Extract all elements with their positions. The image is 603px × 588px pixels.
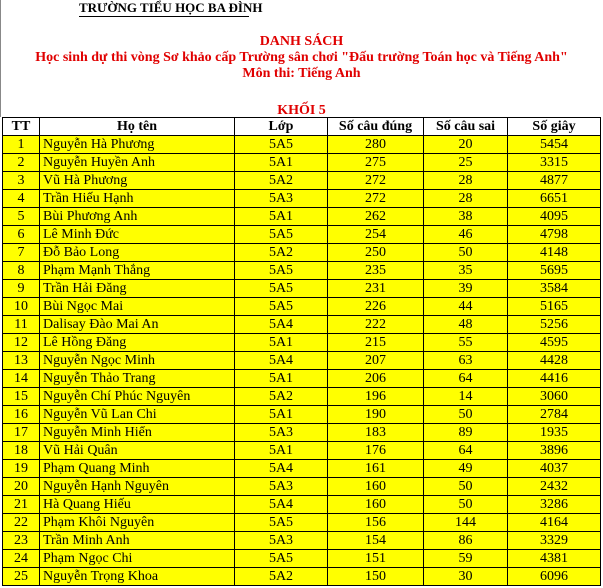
cell-class: 5A3 xyxy=(235,532,328,550)
cell-index: 19 xyxy=(3,460,40,478)
cell-name: Trần Hải Đăng xyxy=(40,280,235,298)
cell-seconds: 5454 xyxy=(508,136,601,154)
cell-correct: 235 xyxy=(328,262,424,280)
cell-class: 5A5 xyxy=(235,136,328,154)
cell-index: 18 xyxy=(3,442,40,460)
cell-seconds: 3329 xyxy=(508,532,601,550)
cell-correct: 176 xyxy=(328,442,424,460)
table-row xyxy=(3,514,601,532)
cell-wrong: 20 xyxy=(424,136,508,154)
cell-index: 14 xyxy=(3,370,40,388)
cell-class: 5A1 xyxy=(235,334,328,352)
cell-seconds: 6096 xyxy=(508,568,601,586)
cell-correct: 161 xyxy=(328,460,424,478)
cell-seconds: 3315 xyxy=(508,154,601,172)
cell-seconds: 4381 xyxy=(508,550,601,568)
table-row xyxy=(3,478,601,496)
cell-class: 5A2 xyxy=(235,568,328,586)
cell-correct: 222 xyxy=(328,316,424,334)
cell-index: 9 xyxy=(3,280,40,298)
cell-wrong: 28 xyxy=(424,172,508,190)
cell-index: 17 xyxy=(3,424,40,442)
col-header-name: Họ tên xyxy=(40,118,235,136)
cell-class: 5A3 xyxy=(235,478,328,496)
cell-name: Lê Hồng Đăng xyxy=(40,334,235,352)
cell-class: 5A5 xyxy=(235,550,328,568)
table-row xyxy=(3,298,601,316)
cell-index: 6 xyxy=(3,226,40,244)
cell-name: Bùi Phương Anh xyxy=(40,208,235,226)
cell-seconds: 2432 xyxy=(508,478,601,496)
cell-wrong: 86 xyxy=(424,532,508,550)
table-row xyxy=(3,244,601,262)
cell-correct: 154 xyxy=(328,532,424,550)
cell-class: 5A1 xyxy=(235,442,328,460)
cell-class: 5A3 xyxy=(235,424,328,442)
cell-seconds: 3584 xyxy=(508,280,601,298)
table-row xyxy=(3,550,601,568)
table-row xyxy=(3,424,601,442)
cell-index: 2 xyxy=(3,154,40,172)
cell-seconds: 4428 xyxy=(508,352,601,370)
cell-seconds: 4416 xyxy=(508,370,601,388)
cell-class: 5A3 xyxy=(235,190,328,208)
cell-index: 5 xyxy=(3,208,40,226)
cell-index: 10 xyxy=(3,298,40,316)
cell-wrong: 25 xyxy=(424,154,508,172)
table-row xyxy=(3,208,601,226)
cell-index: 12 xyxy=(3,334,40,352)
cell-class: 5A4 xyxy=(235,316,328,334)
results-table xyxy=(2,117,601,586)
table-row xyxy=(3,568,601,586)
cell-class: 5A4 xyxy=(235,460,328,478)
cell-seconds: 2784 xyxy=(508,406,601,424)
cell-class: 5A4 xyxy=(235,496,328,514)
cell-index: 24 xyxy=(3,550,40,568)
col-header-wrong: Số câu sai xyxy=(424,118,508,136)
cell-name: Nguyễn Ngọc Minh xyxy=(40,352,235,370)
cell-correct: 226 xyxy=(328,298,424,316)
cell-wrong: 50 xyxy=(424,406,508,424)
cell-seconds: 3896 xyxy=(508,442,601,460)
cell-seconds: 4037 xyxy=(508,460,601,478)
cell-correct: 262 xyxy=(328,208,424,226)
table-row xyxy=(3,532,601,550)
table-row xyxy=(3,280,601,298)
cell-name: Dalisay Đào Mai An xyxy=(40,316,235,334)
cell-seconds: 3286 xyxy=(508,496,601,514)
list-title: DANH SÁCH xyxy=(259,34,344,49)
cell-class: 5A5 xyxy=(235,514,328,532)
table-row xyxy=(3,406,601,424)
cell-name: Hà Quang Hiếu xyxy=(40,496,235,514)
cell-seconds: 1935 xyxy=(508,424,601,442)
cell-correct: 275 xyxy=(328,154,424,172)
col-header-index: TT xyxy=(3,118,40,136)
cell-correct: 150 xyxy=(328,568,424,586)
cell-correct: 215 xyxy=(328,334,424,352)
cell-wrong: 59 xyxy=(424,550,508,568)
table-row xyxy=(3,334,601,352)
cell-index: 4 xyxy=(3,190,40,208)
cell-seconds: 4877 xyxy=(508,172,601,190)
cell-index: 15 xyxy=(3,388,40,406)
table-row xyxy=(3,496,601,514)
cell-correct: 207 xyxy=(328,352,424,370)
cell-class: 5A5 xyxy=(235,298,328,316)
cell-index: 23 xyxy=(3,532,40,550)
cell-name: Lê Minh Đức xyxy=(40,226,235,244)
cell-class: 5A1 xyxy=(235,406,328,424)
cell-name: Nguyễn Huyền Anh xyxy=(40,154,235,172)
cell-wrong: 55 xyxy=(424,334,508,352)
school-name: TRƯỜNG TIỂU HỌC BA ĐÌNH xyxy=(79,0,263,15)
cell-name: Nguyễn Hà Phương xyxy=(40,136,235,154)
cell-wrong: 50 xyxy=(424,244,508,262)
cell-class: 5A2 xyxy=(235,172,328,190)
cell-seconds: 3060 xyxy=(508,388,601,406)
table-row xyxy=(3,352,601,370)
cell-wrong: 46 xyxy=(424,226,508,244)
cell-name: Nguyễn Thảo Trang xyxy=(40,370,235,388)
col-header-seconds: Số giây xyxy=(508,118,601,136)
cell-index: 1 xyxy=(3,136,40,154)
cell-wrong: 38 xyxy=(424,208,508,226)
cell-correct: 151 xyxy=(328,550,424,568)
cell-name: Nguyễn Minh Hiển xyxy=(40,424,235,442)
cell-wrong: 63 xyxy=(424,352,508,370)
cell-name: Nguyễn Trọng Khoa xyxy=(40,568,235,586)
table-row xyxy=(3,226,601,244)
cell-name: Nguyễn Chí Phúc Nguyên xyxy=(40,388,235,406)
cell-wrong: 50 xyxy=(424,496,508,514)
cell-wrong: 64 xyxy=(424,442,508,460)
cell-correct: 156 xyxy=(328,514,424,532)
cell-correct: 206 xyxy=(328,370,424,388)
table-row xyxy=(3,460,601,478)
cell-correct: 196 xyxy=(328,388,424,406)
cell-wrong: 48 xyxy=(424,316,508,334)
cell-index: 8 xyxy=(3,262,40,280)
cell-name: Phạm Ngọc Chi xyxy=(40,550,235,568)
cell-correct: 272 xyxy=(328,190,424,208)
cell-name: Vũ Hà Phương xyxy=(40,172,235,190)
cell-seconds: 4595 xyxy=(508,334,601,352)
cell-seconds: 4148 xyxy=(508,244,601,262)
cell-index: 16 xyxy=(3,406,40,424)
cell-seconds: 4095 xyxy=(508,208,601,226)
cell-wrong: 49 xyxy=(424,460,508,478)
table-row xyxy=(3,190,601,208)
cell-class: 5A5 xyxy=(235,262,328,280)
cell-wrong: 144 xyxy=(424,514,508,532)
cell-class: 5A2 xyxy=(235,388,328,406)
cell-name: Đỗ Bảo Long xyxy=(40,244,235,262)
cell-class: 5A1 xyxy=(235,208,328,226)
table-row xyxy=(3,442,601,460)
cell-seconds: 4164 xyxy=(508,514,601,532)
cell-index: 13 xyxy=(3,352,40,370)
cell-index: 20 xyxy=(3,478,40,496)
cell-index: 22 xyxy=(3,514,40,532)
grade-label: KHỐI 5 xyxy=(277,103,326,118)
table-row xyxy=(3,262,601,280)
cell-class: 5A1 xyxy=(235,370,328,388)
cell-name: Phạm Quang Minh xyxy=(40,460,235,478)
cell-class: 5A4 xyxy=(235,352,328,370)
cell-index: 3 xyxy=(3,172,40,190)
cell-wrong: 35 xyxy=(424,262,508,280)
table-row xyxy=(3,136,601,154)
cell-seconds: 6651 xyxy=(508,190,601,208)
cell-name: Trần Hiếu Hạnh xyxy=(40,190,235,208)
table-header-row xyxy=(3,118,601,136)
cell-correct: 272 xyxy=(328,172,424,190)
cell-name: Vũ Hải Quân xyxy=(40,442,235,460)
cell-index: 21 xyxy=(3,496,40,514)
cell-seconds: 5165 xyxy=(508,298,601,316)
cell-correct: 160 xyxy=(328,478,424,496)
cell-seconds: 4798 xyxy=(508,226,601,244)
cell-name: Nguyễn Vũ Lan Chi xyxy=(40,406,235,424)
cell-class: 5A1 xyxy=(235,154,328,172)
cell-name: Nguyễn Hạnh Nguyên xyxy=(40,478,235,496)
cell-correct: 231 xyxy=(328,280,424,298)
list-subtitle: Học sinh dự thi vòng Sơ khảo cấp Trường sân chơi "Đấu trường Toán học và Tiếng Anh" xyxy=(35,50,568,65)
cell-wrong: 39 xyxy=(424,280,508,298)
cell-wrong: 44 xyxy=(424,298,508,316)
cell-class: 5A5 xyxy=(235,226,328,244)
cell-wrong: 28 xyxy=(424,190,508,208)
cell-correct: 250 xyxy=(328,244,424,262)
cell-correct: 190 xyxy=(328,406,424,424)
cell-name: Bùi Ngọc Mai xyxy=(40,298,235,316)
cell-correct: 254 xyxy=(328,226,424,244)
cell-name: Trần Minh Anh xyxy=(40,532,235,550)
cell-seconds: 5695 xyxy=(508,262,601,280)
subject-label: Môn thi: Tiếng Anh xyxy=(242,66,361,81)
table-row xyxy=(3,388,601,406)
cell-correct: 183 xyxy=(328,424,424,442)
table-row xyxy=(3,154,601,172)
cell-wrong: 64 xyxy=(424,370,508,388)
school-underline xyxy=(79,16,249,17)
cell-wrong: 89 xyxy=(424,424,508,442)
cell-wrong: 14 xyxy=(424,388,508,406)
cell-index: 11 xyxy=(3,316,40,334)
cell-correct: 280 xyxy=(328,136,424,154)
col-header-class: Lớp xyxy=(235,118,328,136)
cell-index: 7 xyxy=(3,244,40,262)
table-row xyxy=(3,316,601,334)
cell-wrong: 50 xyxy=(424,478,508,496)
cell-name: Phạm Mạnh Thắng xyxy=(40,262,235,280)
cell-seconds: 5256 xyxy=(508,316,601,334)
col-header-correct: Số câu đúng xyxy=(328,118,424,136)
table-row xyxy=(3,172,601,190)
cell-class: 5A2 xyxy=(235,244,328,262)
cell-wrong: 30 xyxy=(424,568,508,586)
cell-class: 5A5 xyxy=(235,280,328,298)
cell-correct: 160 xyxy=(328,496,424,514)
cell-index: 25 xyxy=(3,568,40,586)
table-row xyxy=(3,370,601,388)
cell-name: Phạm Khôi Nguyên xyxy=(40,514,235,532)
